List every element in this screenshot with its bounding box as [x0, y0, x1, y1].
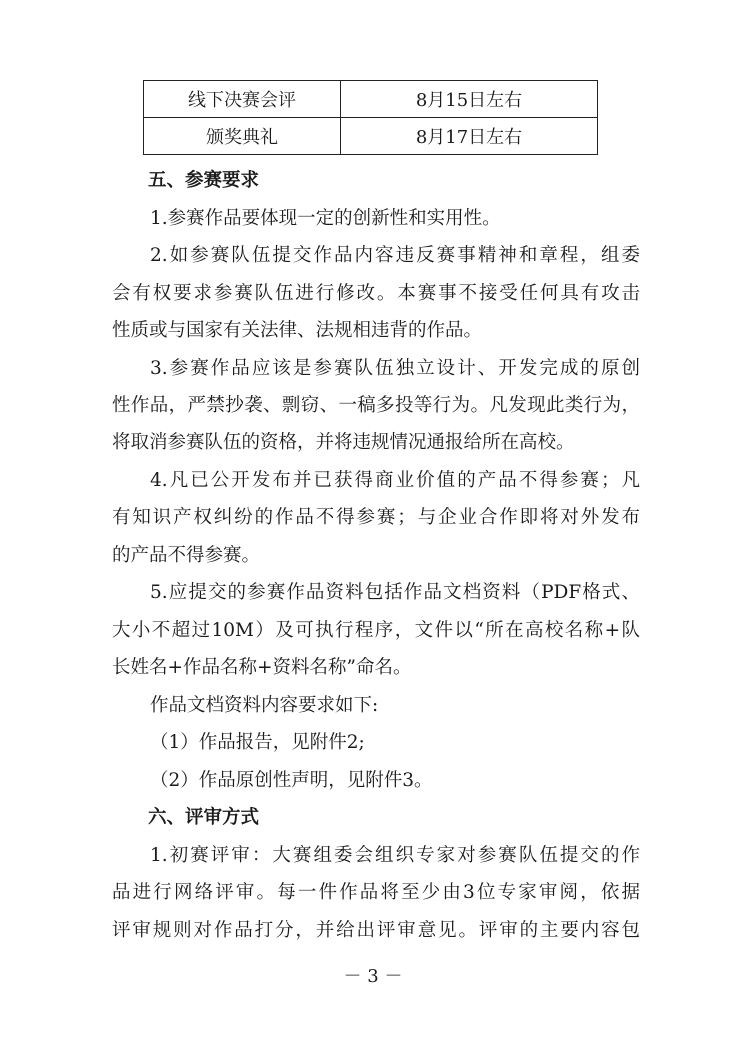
paragraph-line: 将取消参赛队伍的资格，并将违规情况通报给所在高校。: [112, 432, 575, 453]
paragraph-line: 2.如参赛队伍提交作品内容违反赛事精神和章程，组委: [150, 245, 640, 266]
paragraph-line: 的产品不得参赛。: [112, 545, 261, 566]
paragraph-line: 评审规则对作品打分，并给出评审意见。评审的主要内容包: [112, 920, 640, 941]
table-row: [144, 118, 598, 155]
paragraph-line: 大小不超过10M）及可执行程序，文件以“所在高校名称+队: [112, 620, 640, 641]
paragraph-line: 4.凡已公开发布并已获得商业价值的产品不得参赛；凡: [150, 470, 640, 491]
schedule-table: [143, 80, 598, 155]
paragraph-line: 长姓名+作品名称+资料名称”命名。: [112, 657, 412, 678]
paragraph-line: 5.应提交的参赛作品资料包括作品文档资料（PDF格式、: [150, 582, 640, 603]
paragraph-line: 作品文档资料内容要求如下:: [150, 695, 379, 716]
page-number: － 3 －: [343, 966, 403, 987]
paragraph-line: 性作品，严禁抄袭、剽窃、一稿多投等行为。凡发现此类行为，: [112, 395, 640, 416]
paragraph-line: 1.参赛作品要体现一定的创新性和实用性。: [150, 208, 501, 229]
paragraph-line: 品进行网络评审。每一件作品将至少由3位专家审阅，依据: [112, 882, 640, 903]
paragraph-line: 会有权要求参赛队伍进行修改。本赛事不接受任何具有攻击: [112, 283, 640, 304]
table-row: [144, 81, 598, 118]
section-heading: 五、参赛要求: [148, 170, 260, 191]
paragraph-line: 性质或与国家有关法律、法规相违背的作品。: [112, 320, 483, 341]
event-cell: 线下决赛会评: [144, 81, 341, 118]
date-cell: 8月15日左右: [341, 81, 598, 118]
paragraph-line: 3.参赛作品应该是参赛队伍独立设计、开发完成的原创: [150, 358, 640, 379]
list-item: （1）作品报告，见附件2;: [150, 732, 365, 753]
section-heading: 六、评审方式: [148, 807, 260, 828]
event-cell: 颁奖典礼: [144, 118, 341, 155]
list-item: （2）作品原创性声明，见附件3。: [150, 770, 433, 791]
paragraph-line: 有知识产权纠纷的作品不得参赛；与企业合作即将对外发布: [112, 507, 640, 528]
paragraph-line: 1.初赛评审：大赛组委会组织专家对参赛队伍提交的作: [150, 845, 640, 866]
date-cell: 8月17日左右: [341, 118, 598, 155]
